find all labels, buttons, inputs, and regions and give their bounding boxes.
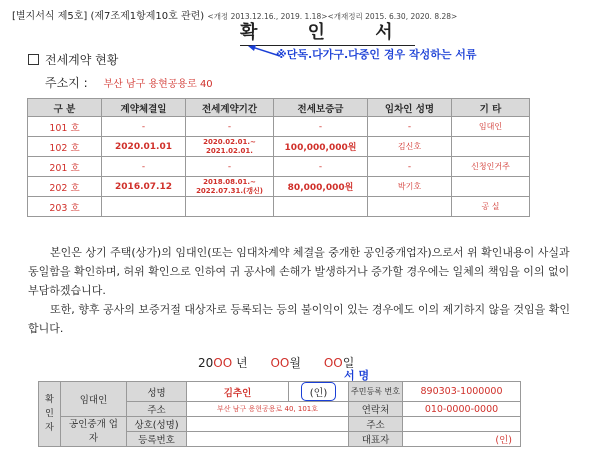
landlord-address: 부산 남구 용현공용로 40, 101호 bbox=[187, 402, 349, 417]
contact-label: 연락처 bbox=[349, 402, 403, 417]
business-name-value bbox=[187, 417, 349, 432]
landlord-name: 김추인 bbox=[187, 382, 289, 402]
period-cell bbox=[186, 137, 274, 157]
year-prefix: 20 bbox=[198, 356, 214, 370]
table-header-row bbox=[28, 99, 530, 117]
form-number: [별지서식 제5호] bbox=[12, 11, 88, 22]
column-header: 계약체결일 bbox=[102, 99, 186, 117]
note-cell: 신청인거주 bbox=[452, 157, 530, 177]
date-cell: - bbox=[102, 157, 186, 177]
section-heading bbox=[28, 51, 118, 68]
date-cell bbox=[102, 197, 186, 217]
address-line bbox=[45, 74, 213, 91]
period-end: 2022.07.31.(갱신) bbox=[196, 186, 263, 195]
signature-date bbox=[198, 354, 354, 371]
resident-no-label: 주민등록 번호 bbox=[349, 382, 403, 402]
unit-cell: 201 호 bbox=[28, 157, 102, 177]
resident-no-value: 890303-1000000 bbox=[403, 382, 521, 402]
date-cell: 2016.07.12 bbox=[102, 177, 186, 197]
period-start: 2020.02.01.~ bbox=[203, 137, 256, 146]
seal-cell bbox=[289, 382, 349, 402]
tenant-cell: - bbox=[368, 157, 452, 177]
tenant-cell bbox=[368, 197, 452, 217]
unit-cell: 202 호 bbox=[28, 177, 102, 197]
period-cell: - bbox=[186, 157, 274, 177]
deposit-cell: 100,000,000원 bbox=[274, 137, 368, 157]
column-header: 구 분 bbox=[28, 99, 102, 117]
table-row bbox=[28, 177, 530, 197]
deposit-cell bbox=[274, 197, 368, 217]
period-start: 2018.08.01.~ bbox=[203, 177, 256, 186]
landlord-label: 임대인 bbox=[61, 382, 127, 417]
deposit-cell: - bbox=[274, 117, 368, 137]
unit-cell: 203 호 bbox=[28, 197, 102, 217]
period-end: 2021.02.01. bbox=[206, 146, 253, 155]
month-suffix: 월 bbox=[289, 356, 301, 370]
checkbox-icon bbox=[28, 54, 39, 65]
period-cell: - bbox=[186, 117, 274, 137]
note-cell bbox=[452, 177, 530, 197]
section-title: 전세계약 현황 bbox=[45, 53, 119, 67]
tenant-cell: - bbox=[368, 117, 452, 137]
confirmation-paragraph: 본인은 상기 주택(상가)의 임대인(또는 임대차계약 체결을 중개한 공인중개업자)으로서 위 확인내용이 사실과 동일함을 확인하며, 허위 확인으로 인하여 귀 공사에 손해가 발생하거나 증가할 경우에는 일체의 책임을 이의 없이 부담하겠습니다. bbox=[28, 246, 570, 297]
form-related: (제7조제1항제10호 관련) bbox=[90, 11, 205, 22]
year-mask: OO bbox=[213, 356, 233, 370]
column-header: 전세보증금 bbox=[274, 99, 368, 117]
column-header: 임차인 성명 bbox=[368, 99, 452, 117]
table-row bbox=[39, 382, 521, 402]
column-header: 기 타 bbox=[452, 99, 530, 117]
reg-no-value bbox=[187, 432, 349, 447]
day-suffix: 일 bbox=[342, 356, 355, 370]
address-label: 주소 bbox=[127, 402, 187, 417]
deposit-cell: 80,000,000원 bbox=[274, 177, 368, 197]
agent-address-label: 주소 bbox=[349, 417, 403, 432]
date-cell: 2020.01.01 bbox=[102, 137, 186, 157]
table-row bbox=[28, 197, 530, 217]
unit-cell: 102 호 bbox=[28, 137, 102, 157]
signature-label: 서 명 bbox=[344, 369, 370, 382]
representative-label: 대표자 bbox=[349, 432, 403, 447]
period-cell bbox=[186, 177, 274, 197]
column-header: 전세계약기간 bbox=[186, 99, 274, 117]
tenant-cell: 박기호 bbox=[368, 177, 452, 197]
lease-status-table bbox=[27, 98, 530, 217]
note-cell bbox=[452, 137, 530, 157]
date-cell: - bbox=[102, 117, 186, 137]
agent-label: 공인중개 업자 bbox=[61, 417, 127, 447]
business-name-label: 상호(성명) bbox=[127, 417, 187, 432]
address-label: 주소지 : bbox=[45, 76, 88, 90]
confirmer-group-label: 확 인 자 bbox=[39, 382, 61, 447]
document-title: 확 인 서 bbox=[240, 22, 415, 46]
no-objection-paragraph: 또한, 향후 공사의 보증거절 대상자로 등록되는 등의 불이익이 있는 경우에도 이의 제기하지 않을 것임을 확인합니다. bbox=[28, 303, 570, 335]
deposit-cell: - bbox=[274, 157, 368, 177]
note-cell: 임대인 bbox=[452, 117, 530, 137]
contact-value: 010-0000-0000 bbox=[403, 402, 521, 417]
agent-address-value bbox=[403, 417, 521, 432]
tenant-cell: 김신호 bbox=[368, 137, 452, 157]
table-row bbox=[39, 417, 521, 432]
table-row bbox=[28, 117, 530, 137]
name-label: 성명 bbox=[127, 382, 187, 402]
confirmer-table bbox=[38, 381, 521, 447]
representative-seal: (인) bbox=[403, 432, 521, 447]
form-revision: <개정 2013.12.16., 2019. 1.18><개재정리 2015. 6.30, 2020. 8.28> bbox=[207, 12, 458, 21]
month-mask: OO bbox=[270, 356, 290, 370]
period-cell bbox=[186, 197, 274, 217]
year-suffix: 년 bbox=[232, 356, 248, 370]
table-row bbox=[28, 157, 530, 177]
reg-no-label: 등록번호 bbox=[127, 432, 187, 447]
instruction-note: ※단독.다가구.다중인 경우 작성하는 서류 bbox=[276, 48, 477, 61]
table-row bbox=[28, 137, 530, 157]
form-header bbox=[12, 7, 457, 22]
address-value: 부산 남구 용현공용로 40 bbox=[103, 79, 213, 90]
unit-cell: 101 호 bbox=[28, 117, 102, 137]
seal-stamp: (인) bbox=[301, 382, 336, 401]
note-cell: 공 실 bbox=[452, 197, 530, 217]
day-mask: OO bbox=[323, 356, 343, 370]
